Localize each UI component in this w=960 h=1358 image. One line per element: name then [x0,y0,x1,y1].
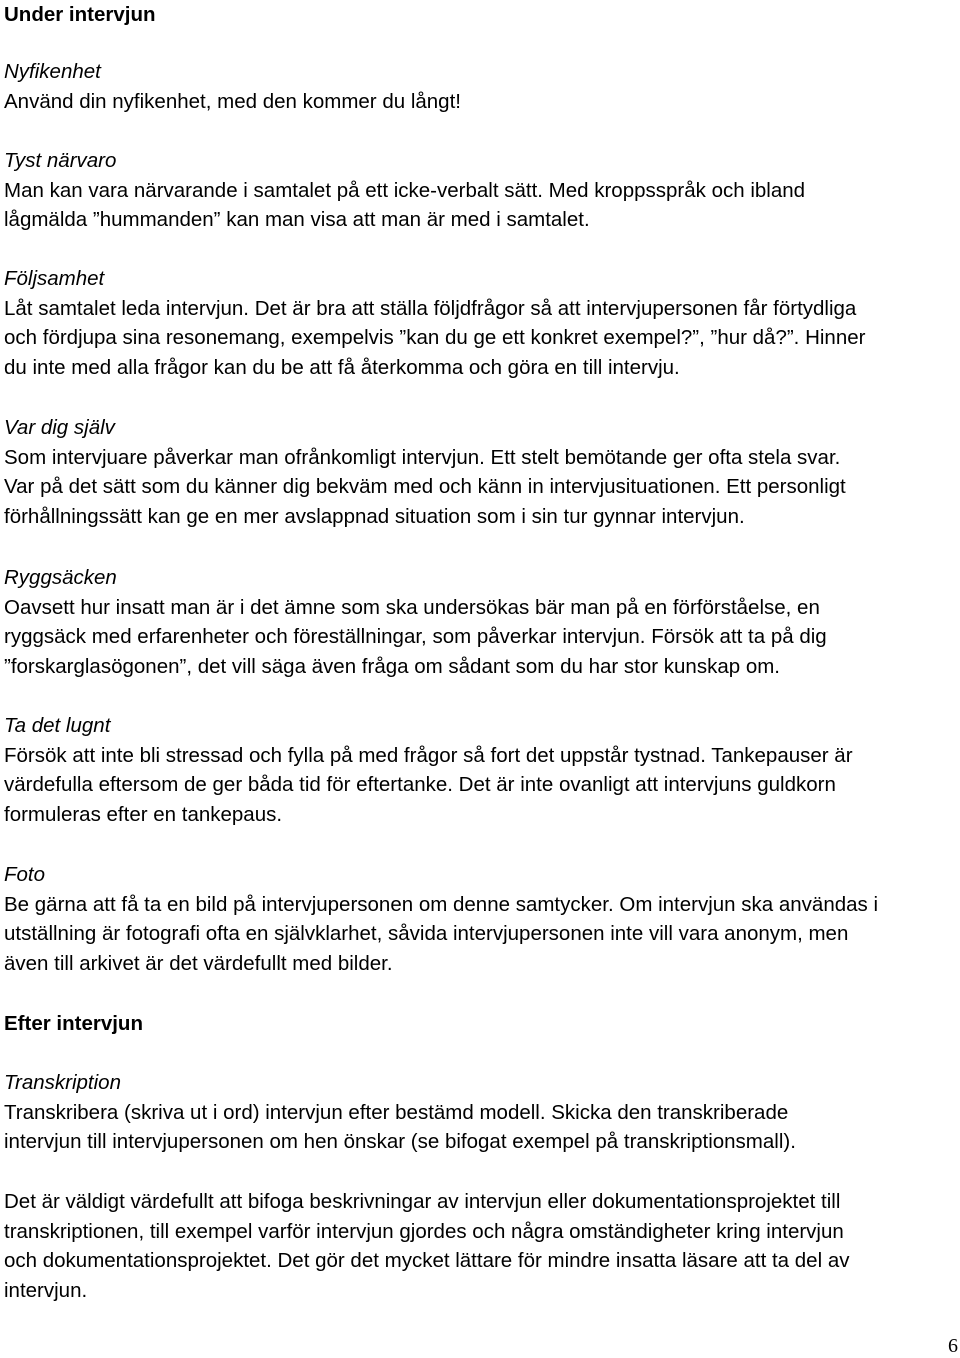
paragraph-line: Låt samtalet leda intervjun. Det är bra att ställa följdfrågor så att intervjupersonen får förtydliga [4,296,857,320]
section-var-dig-sjalv [4,413,956,531]
section-heading: Under intervjun [4,3,156,26]
paragraph-line: Oavsett hur insatt man är i det ämne som ska undersökas bär man på en förförståelse, en [4,595,820,619]
paragraph-line: Var på det sätt som du känner dig bekväm med och känn in intervjusituationen. Ett personligt [4,475,846,498]
section-heading: Nyfikenhet [4,60,101,83]
paragraph-line: Använd din nyfikenhet, med den kommer du långt! [4,89,461,113]
page-number: 6 [948,1335,958,1357]
section-ta-det-lugnt [4,711,956,829]
paragraph-line: Försök att inte bli stressad och fylla på med frågor så fort det uppstår tystnad. Tankepauser är [4,743,853,767]
section-beskrivningar [4,1187,956,1305]
section-heading: Var dig själv [4,416,115,439]
section-efter-intervjun [4,1009,956,1039]
section-transkription [4,1068,956,1157]
paragraph-line: Be gärna att få ta en bild på intervjupersonen om denne samtycker. Om intervjun ska användas i [4,892,879,916]
paragraph-line: formuleras efter en tankepaus. [4,802,283,826]
paragraph-line: ”forskarglasögonen”, det vill säga även fråga om sådant som du har stor kunskap om. [4,654,780,678]
section-foto [4,860,956,978]
section-ryggsacken [4,563,956,681]
paragraph-line: Transkribera (skriva ut i ord) intervjun efter bestämd modell. Skicka den transkriberade [4,1100,789,1124]
section-nyfikenhet [4,57,956,116]
section-tyst-narvaro [4,146,956,235]
paragraph-line: lågmälda ”hummanden” kan man visa att man är med i samtalet. [4,208,590,231]
section-heading: Ta det lugnt [4,714,111,737]
section-heading: Foto [4,863,46,886]
section-heading: Ryggsäcken [4,566,117,589]
paragraph-line: Det är väldigt värdefullt att bifoga beskrivningar av intervjun eller dokumentationsprojektet till [4,1190,841,1213]
section-heading: Transkription [4,1071,121,1094]
paragraph-line: intervjun till intervjupersonen om hen önskar (se bifogat exempel på transkriptionsmall). [4,1130,796,1153]
paragraph-line: förhållningssätt kan ge en mer avslappnad situation som i sin tur gynnar intervjun. [4,504,745,528]
paragraph-line: Man kan vara närvarande i samtalet på ett icke-verbalt sätt. Med kroppsspråk och ibland [4,178,806,202]
section-heading: Efter intervjun [4,1012,143,1035]
paragraph-line: utställning är fotografi ofta en självklarhet, såvida intervjupersonen inte vill vara anonym, men [4,922,849,945]
paragraph-line: och fördjupa sina resonemang, exempelvis ”kan du ge ett konkret exempel?”, ”hur då?”. Hinner [4,326,866,349]
paragraph-line: även till arkivet är det värdefullt med bilder. [4,951,393,975]
paragraph-line: ryggsäck med erfarenheter och föreställningar, som påverkar intervjun. Försök att ta på dig [4,625,827,648]
section-heading: Följsamhet [4,267,105,290]
paragraph-line: transkriptionen, till exempel varför intervjun gjordes och några omständigheter kring intervjun [4,1219,844,1243]
section-under-intervjun [4,0,956,30]
paragraph-line: Som intervjuare påverkar man ofrånkomligt intervjun. Ett stelt bemötande ger ofta stela svar. [4,445,841,469]
paragraph-line: du inte med alla frågor kan du be att få återkomma och göra en till intervju. [4,355,680,379]
section-heading: Tyst närvaro [4,149,117,172]
paragraph-line: och dokumentationsprojektet. Det gör det mycket lättare för mindre insatta läsare att ta del av [4,1249,850,1272]
paragraph-line: intervjun. [4,1278,88,1302]
section-foljsamhet [4,264,956,382]
paragraph-line: värdefulla eftersom de ger båda tid för eftertanke. Det är inte ovanligt att intervjuns guldkorn [4,773,836,796]
